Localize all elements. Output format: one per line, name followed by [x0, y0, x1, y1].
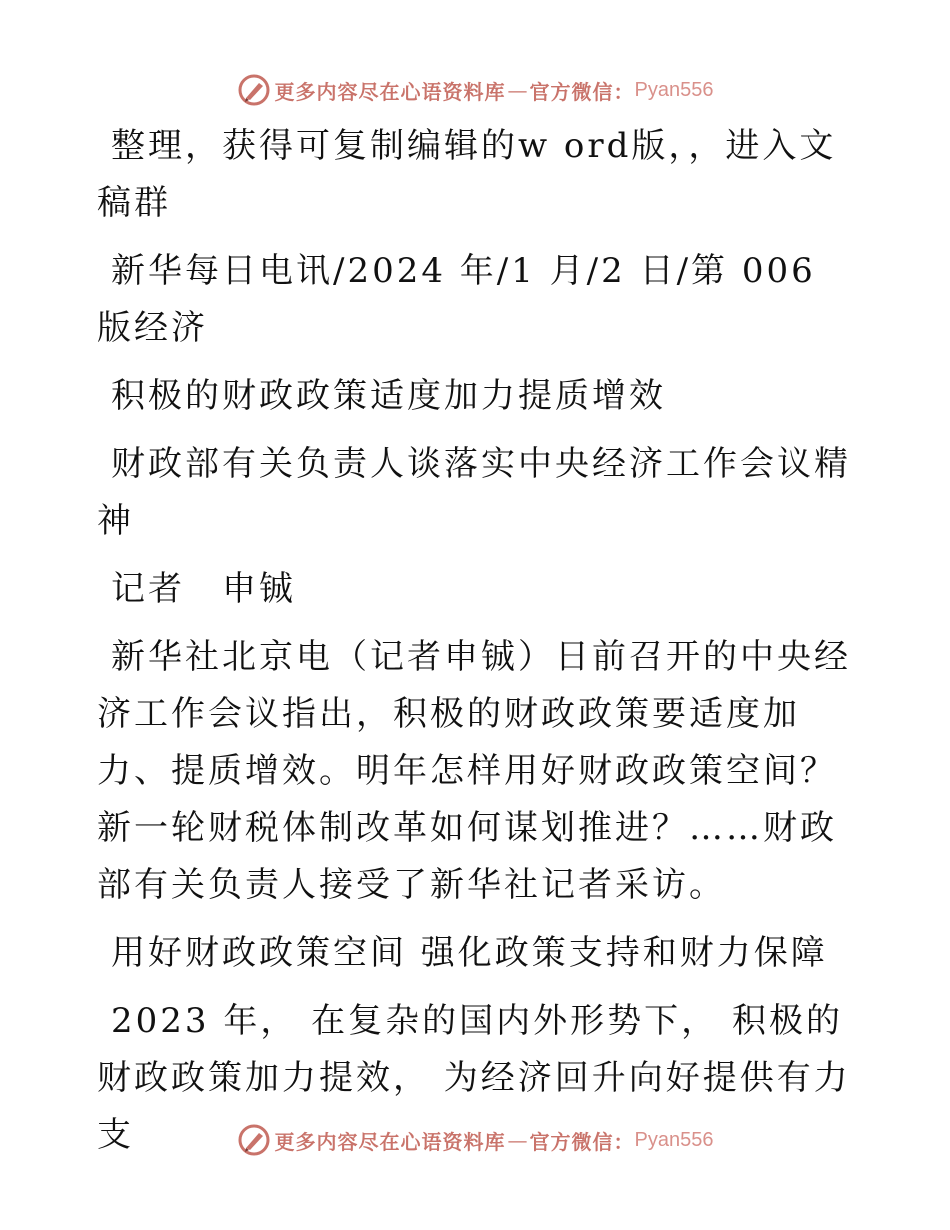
- pen-logo-icon: [237, 73, 271, 107]
- banner-text: 更多内容尽在心语资料库: [274, 1129, 506, 1154]
- paragraph-body: 2023 年， 在复杂的国内外形势下， 积极的财政政策加力提效， 为经济回升向好提供有力支: [97, 1001, 851, 1155]
- banner-wechat-label: 官方微信：: [529, 1129, 635, 1154]
- article-title: 积极的财政政策适度加力提质增效: [111, 376, 666, 416]
- banner-wechat-id: Pyan556: [634, 1128, 714, 1151]
- pen-logo-icon: [237, 1123, 271, 1157]
- banner-separator: —: [507, 1128, 528, 1152]
- banner-wechat-label: 官方微信：: [529, 79, 635, 104]
- header-watermark-banner: [0, 70, 950, 110]
- section-heading: 用好财政政策空间 强化政策支持和财力保障: [111, 933, 828, 973]
- banner-wechat-id: Pyan556: [634, 78, 714, 101]
- banner-text: 更多内容尽在心语资料库: [274, 79, 506, 104]
- paragraph-intro: 整理，获得可复制编辑的w ord版，，进入文稿群: [97, 126, 837, 223]
- paragraph-source: 新华每日电讯/2024 年/1 月/2 日/第 006 版经济: [97, 251, 816, 348]
- article-byline: 记者 申铖: [111, 569, 296, 609]
- article-subtitle: 财政部有关负责人谈落实中央经济工作会议精神: [97, 444, 851, 541]
- banner-separator: —: [507, 78, 528, 102]
- paragraph-lead: 新华社北京电（记者申铖）日前召开的中央经济工作会议指出，积极的财政政策要适度加力、提质增效。明年怎样用好财政政策空间？新一轮财税体制改革如何谋划推进？……财政部有关负责人接受了新华社记者采访。: [97, 637, 851, 905]
- footer-watermark-banner: [0, 1120, 950, 1160]
- document-body: [97, 118, 857, 1175]
